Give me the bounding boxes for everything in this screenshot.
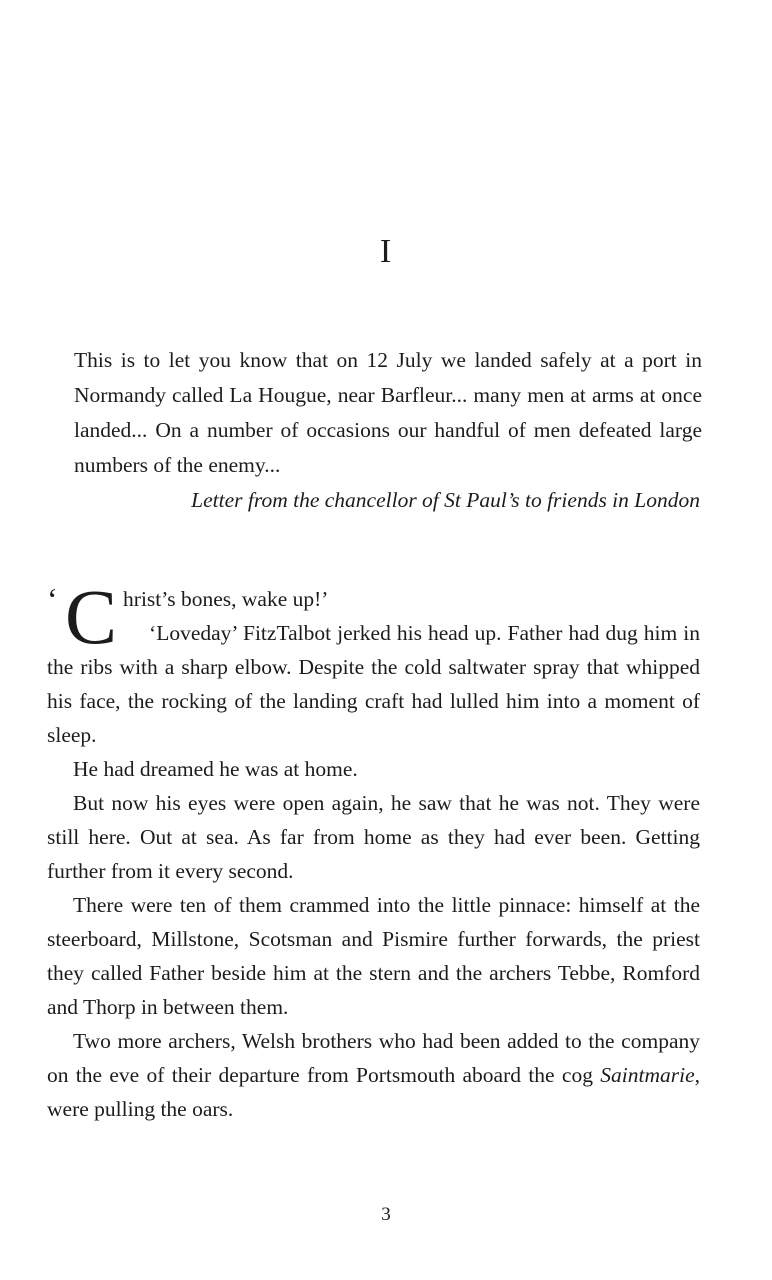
epigraph-source: Letter from the chancellor of St Paul’s to friends in London <box>191 488 700 512</box>
paragraph-2: He had dreamed he was at home. <box>73 757 358 781</box>
paragraph-1-continued: ‘Loveday’ FitzTalbot jerked his head up. Father had dug him in the ribs with a sharp elbow. Despite the cold saltwater spray that whipped his face, the rocking of the landing craft had lulled him into a moment of sleep. <box>47 621 700 747</box>
chapter-number: I <box>379 233 393 270</box>
paragraph-1-first-line: hrist’s bones, wake up!’ <box>123 587 329 611</box>
page-number: 3 <box>381 1204 391 1225</box>
opening-quote-mark: ‘ <box>47 581 58 617</box>
epigraph-text: This is to let you know that on 12 July we landed safely at a port in Normandy called La Hougue, near Barfleur... many men at arms at once landed... On a number of occasions our handful of men defeated large numbers of the enemy... <box>74 348 702 477</box>
paragraph-3: But now his eyes were open again, he saw that he was not. They were still here. Out at sea. As far from home as they had ever been. Getting further from it every second. <box>47 791 700 883</box>
epigraph <box>74 343 702 518</box>
paragraph-5-end: , were pulling the oars. <box>47 1063 700 1121</box>
paragraph-5-start: Two more archers, Welsh brothers who had been added to the company on the eve of their departure from Portsmouth aboard the cog <box>47 1029 700 1087</box>
opening-paragraph <box>47 573 700 752</box>
ship-name: Saintmarie <box>600 1063 695 1087</box>
drop-cap: C <box>65 573 118 660</box>
paragraph-5 <box>47 1024 700 1126</box>
paragraph-4: There were ten of them crammed into the little pinnace: himself at the steerboard, Millstone, Scotsman and Pismire further forwards, the priest they called Father beside him at the stern and the archers Tebbe, Romford and Thorp in between them. <box>47 893 700 1019</box>
chapter-body <box>47 573 700 1126</box>
